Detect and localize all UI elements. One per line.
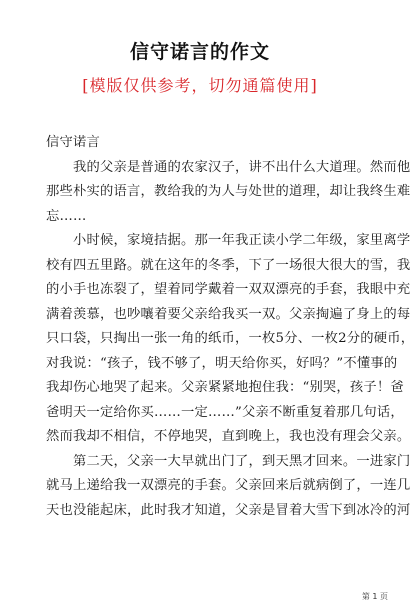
text-line: 对我说：“孩子，钱不够了，明天给你买，好吗？”不懂事的 (46, 355, 398, 371)
template-notice: [模版仅供参考，切勿通篇使用] (82, 76, 318, 95)
page-title: 信守诺言的作文 (129, 41, 270, 63)
text-line: 然而我却不相信，不停地哭，直到晚上，我也没有理会父亲。 (46, 429, 411, 444)
text-line: 的小手也冻裂了，望着同学戴着一双双漂亮的手套，我眼中充 (46, 282, 411, 297)
text-line: 小时候，家境拮据。那一年我正读小学二年级，家里离学 (46, 233, 411, 248)
text-line: 爸明天一定给你买……一定……”父亲不断重复着那几句话， (46, 404, 404, 420)
text-line: 第二天，父亲一大早就出门了，到天黑才回来。一进家门 (46, 453, 411, 469)
text-line: 天也没能起床，此时我才知道，父亲是冒着大雪下到冰冷的河 (46, 502, 411, 518)
essay-body (46, 131, 414, 523)
page-number: 第 1 页 (361, 592, 388, 601)
text-line: 只口袋，只掏出一张一角的纸币，一枚5分、一枚2分的硬币， (46, 331, 414, 346)
text-line: 我却伤心地哭了起来。父亲紧紧地抱住我：“别哭，孩子！爸 (46, 380, 404, 395)
text-line: 我的父亲是普通的农家汉子，讲不出什么大道理。然而他 (46, 159, 411, 175)
text-line: 就马上递给我一双漂亮的手套。父亲回来后就病倒了，一连几 (46, 478, 411, 493)
text-line: 校有四五里路。就在这年的冬季，下了一场很大很大的雪，我 (46, 257, 411, 273)
text-line: 那些朴实的语言，教给我的为人与处世的道理，却让我终生难 (46, 184, 411, 199)
text-line: 满着羡慕，也吵嚷着要父亲给我买一双。父亲掏遍了身上的每 (46, 306, 411, 322)
text-line: 忘…… (46, 208, 87, 224)
essay-heading: 信守诺言 (46, 135, 100, 150)
